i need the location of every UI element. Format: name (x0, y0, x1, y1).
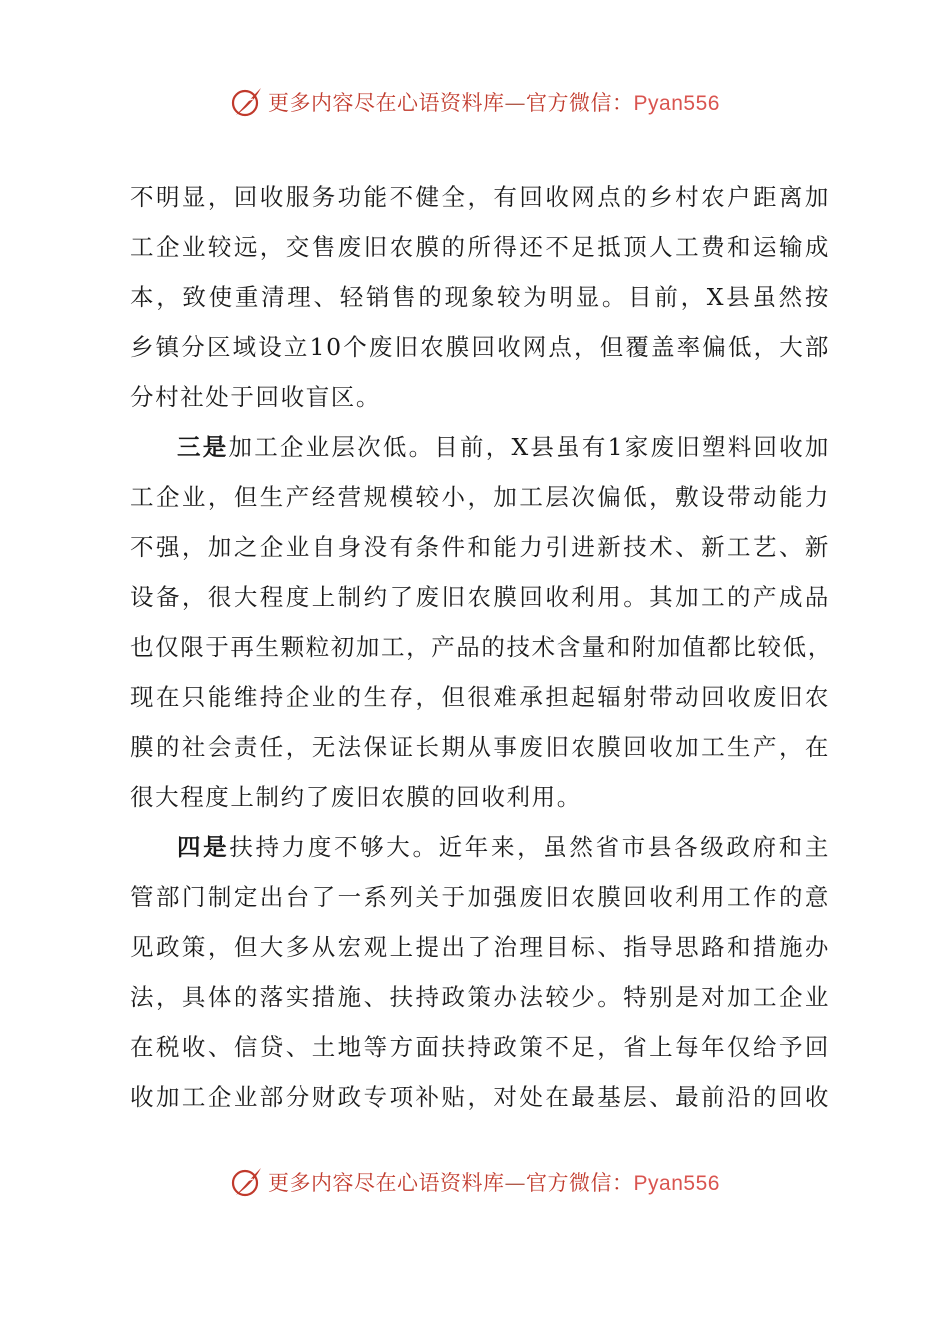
document-body (130, 172, 833, 1122)
quill-logo-icon (230, 85, 264, 119)
text-line-rest: 扶持力度不够大。近年来，虽然省市县各级政府和主 (229, 833, 830, 861)
banner-wechat-label: 官方微信： (526, 91, 634, 115)
banner-account: Pyan556 (633, 92, 720, 115)
paragraph-2 (130, 422, 833, 822)
text-line: 设备，很大程度上制约了废旧农膜回收利用。其加工的产成品 (130, 583, 830, 611)
text-line: 膜的社会责任，无法保证长期从事废旧农膜回收加工生产，在 (130, 733, 830, 761)
text-line: 也仅限于再生颗粒初加工，产品的技术含量和附加值都比较低， (130, 633, 833, 661)
text-line: 现在只能维持企业的生存，但很难承担起辐射带动回收废旧农 (130, 683, 830, 711)
text-line: 不明显，回收服务功能不健全，有回收网点的乡村农户距离加 (130, 183, 830, 211)
banner-text (268, 1167, 720, 1197)
paragraph-3 (130, 822, 830, 1122)
text-line: 见政策，但大多从宏观上提出了治理目标、指导思路和措施办 (130, 933, 830, 961)
footer-banner (0, 1162, 950, 1202)
text-line: 工企业，但生产经营规模较小，加工层次偏低，敷设带动能力 (130, 483, 830, 511)
text-line: 乡镇分区域设立10个废旧农膜回收网点，但覆盖率偏低，大部 (130, 333, 830, 361)
paragraph-lead: 三是 (177, 433, 229, 461)
text-line: 在税收、信贷、土地等方面扶持政策不足，省上每年仅给予回 (130, 1033, 830, 1061)
text-line-first (130, 422, 830, 472)
quill-logo-icon (230, 1165, 264, 1199)
text-line-first (130, 822, 830, 872)
banner-text (268, 87, 720, 117)
text-line: 本，致使重清理、轻销售的现象较为明显。目前，X县虽然按 (130, 283, 830, 311)
banner-dash: — (504, 1171, 527, 1195)
text-line: 不强，加之企业自身没有条件和能力引进新技术、新工艺、新 (130, 533, 830, 561)
paragraph-lead: 四是 (177, 833, 230, 861)
banner-wechat-label: 官方微信： (526, 1171, 634, 1195)
banner-account: Pyan556 (633, 1172, 720, 1195)
text-line: 管部门制定出台了一系列关于加强废旧农膜回收利用工作的意 (130, 883, 830, 911)
paragraph-1 (130, 172, 830, 422)
text-line-rest: 加工企业层次低。目前，X县虽有1家废旧塑料回收加 (228, 433, 830, 461)
header-banner (0, 82, 950, 122)
banner-site-name: 更多内容尽在心语资料库 (268, 91, 505, 115)
banner-site-name: 更多内容尽在心语资料库 (268, 1171, 505, 1195)
text-line: 分村社处于回收盲区。 (130, 383, 381, 411)
text-line: 法，具体的落实措施、扶持政策办法较少。特别是对加工企业 (130, 983, 830, 1011)
banner-dash: — (504, 91, 527, 115)
text-line: 很大程度上制约了废旧农膜的回收利用。 (130, 783, 582, 811)
text-line: 工企业较远，交售废旧农膜的所得还不足抵顶人工费和运输成 (130, 233, 830, 261)
text-line: 收加工企业部分财政专项补贴，对处在最基层、最前沿的回收 (130, 1083, 830, 1111)
